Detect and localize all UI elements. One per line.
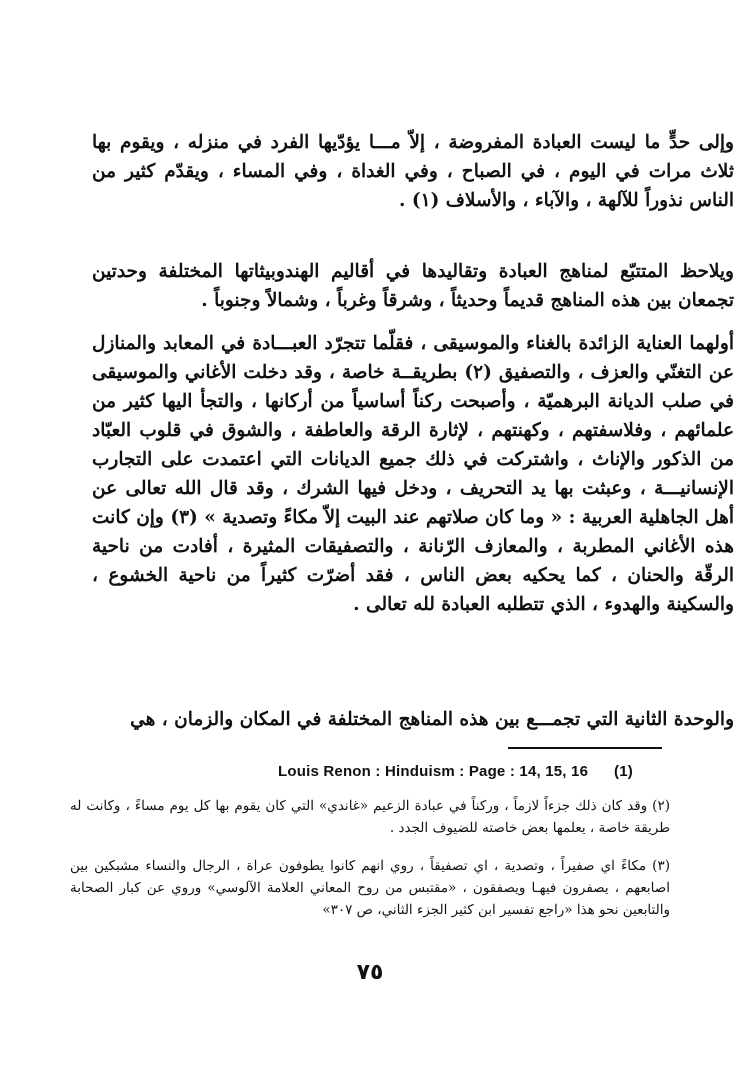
footnote-1-number: (1) [614,763,633,780]
body-paragraph-2: ويلاحظ المتتبّع لمناهج العبادة وتقاليدها في أقاليم الهندوبيثاتها المختلفة وحدتين تجمعان بين هذه المناهج قديماً وحديثاً ، وشرقاً وغرباً ، وشمالاً وجنوباً . [92,261,734,311]
footnote-2: (٢) وقد كان ذلك جزءاً لازماً ، وركناً في عبادة الزعيم «غاندي» التي كان يقوم بها كل يوم مساءً ، وكانت له طريقة خاصة ، يعلمها بعض خاصته للضيوف الجدد . [70,798,670,836]
body-paragraph-4: والوحدة الثانية التي تجمـــع بين هذه المناهج المختلفة في المكان والزمان ، هي [130,709,734,730]
footnote-1-text: Louis Renon : Hinduism : Page : 14, 15, 16 [278,763,589,780]
page-number: ٧٥ [356,960,384,985]
body-paragraph-1: وإلى حدٍّ ما ليست العبادة المفروضة ، إلاّ مـــا يؤدّيها الفرد في منزله ، ويقوم بها ثلاث مرات في اليوم ، في الصباح ، وفي الغداة ، وفي المساء ، ويقدّم كثير من الناس نذوراً للآلهة ، والآباء ، والأسلاف (١) . [92,132,734,211]
footnote-1 [278,763,658,780]
footnote-3: (٣) مكاءً اي صفيراً ، وتصدية ، اي تصفيقاً ، روي انهم كانوا يطوفون عراة ، الرجال والنساء مشبكين بين اصابعهم ، يصفرون فيهـا ويصفقون ، «مقتبس من روح المعاني العلامة الآلوسي» وروي عن كبار الصحابة والتابعين نحو هذا «راجع تفسير ابن كثير الجزء الثاني، ص ٣٠٧» [70,858,670,918]
body-paragraph-3: أولهما العناية الزائدة بالغناء والموسيقى ، فقلّما تتجرّد العبـــادة في المعابد والمنازل عن التغنّي والعزف ، والتصفيق (٢) بطريقــة خاصة ، وقد دخلت الأغاني والموسيقى في صلب الديانة البرهميّة ، وأصبحت ركناً أساسياً من أركانها ، والتجأ اليها كثير من علمائهم ، وفلاسفتهم ، وكهنتهم ، لإثارة الرقة والعاطفة ، والشوق في قلوب العبّاد من الذكور والإناث ، واشتركت في ذلك جميع الديانات التي اعتمدت على التجارب الإنسانيـــة ، وعبثت بها يد التحريف ، ودخل فيها الشرك ، وقد قال الله تعالى عن أهل الجاهلية العربية : « وما كان صلاتهم عند البيت إلاّ مكاءً وتصدية » (٣) وإن كانت هذه الأغاني المطربة ، والمعازف الرّنانة ، والتصفيقات المثيرة ، أفادت من ناحية الرقّة والحنان ، كما يحكيه بعض الناس ، فقد أضرّت كثيراً من ناحية الخشوع ، والسكينة والهدوء ، الذي تتطلبه العبادة لله تعالى . [92,333,735,615]
footnote-divider [508,747,662,749]
